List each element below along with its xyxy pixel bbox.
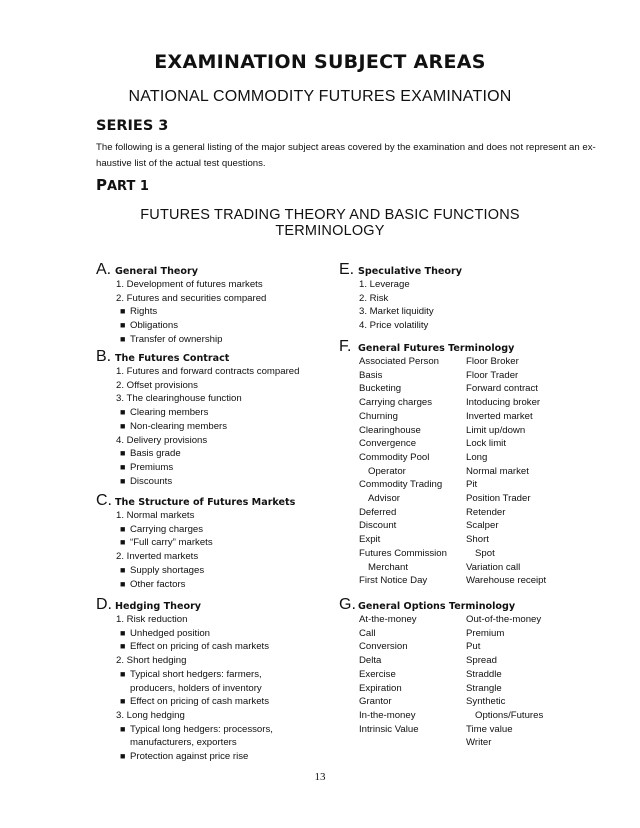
intro-line-1: The following is a general listing of the major subject areas covered by the examination and does not represent an ex- bbox=[96, 142, 596, 153]
list-item: 2. Short hedging bbox=[116, 655, 187, 667]
section-heading: General Theory bbox=[115, 266, 199, 277]
term-item: Synthetic bbox=[466, 696, 506, 708]
part-initial: P bbox=[96, 176, 107, 194]
term-item: Position Trader bbox=[466, 493, 531, 505]
term-item: Expit bbox=[359, 534, 381, 546]
bullet-icon: ■ bbox=[120, 461, 126, 472]
section-letter: E. bbox=[339, 261, 355, 278]
term-item: Normal market bbox=[466, 465, 529, 477]
list-item: 1. Leverage bbox=[359, 279, 410, 290]
term-item: Lock limit bbox=[466, 438, 506, 450]
section-c bbox=[96, 493, 295, 591]
list-item: 1. Risk reduction bbox=[116, 614, 188, 625]
bullet-item: ■ Premiums bbox=[120, 461, 174, 473]
section-title bbox=[100, 207, 560, 239]
section-letter: G. bbox=[339, 596, 356, 613]
series-heading: SERIES 3 bbox=[96, 118, 169, 134]
intro-paragraph bbox=[96, 140, 596, 172]
term-item: Exercise bbox=[359, 668, 396, 680]
bullet-item: ■ Discounts bbox=[120, 475, 173, 487]
list-item: 3. Market liquidity bbox=[359, 306, 434, 318]
bullet-item: ■ Non-clearing members bbox=[120, 420, 228, 432]
term-item: In-the-money bbox=[359, 709, 416, 721]
term-item: Floor Broker bbox=[466, 356, 519, 367]
section-f bbox=[339, 339, 546, 588]
bullet-icon: ■ bbox=[120, 627, 126, 638]
list-item: 2. Risk bbox=[359, 292, 389, 304]
term-item: Time value bbox=[466, 723, 513, 735]
bullet-item: ■ Supply shortages bbox=[120, 564, 205, 576]
terms-left-column bbox=[339, 613, 466, 750]
bullet-item: ■ Basis grade bbox=[120, 448, 181, 460]
term-item: Retender bbox=[466, 506, 506, 518]
terms-table bbox=[339, 355, 546, 588]
bullet-icon: ■ bbox=[120, 564, 126, 575]
section-b bbox=[96, 349, 299, 488]
section-heading: General Options Terminology bbox=[358, 601, 516, 612]
term-item: Variation call bbox=[466, 561, 521, 573]
term-item: Expiration bbox=[359, 682, 402, 694]
term-item: Spread bbox=[466, 655, 497, 667]
bullet-item: ■ Obligations bbox=[120, 320, 178, 332]
term-item: Short bbox=[466, 534, 489, 546]
section-title-line-1: FUTURES TRADING THEORY AND BASIC FUNCTIONS bbox=[140, 207, 520, 223]
term-item: Scalper bbox=[466, 520, 499, 532]
bullet-item: ■ Typical short hedgers: farmers, bbox=[120, 668, 262, 680]
section-letter: B. bbox=[96, 348, 112, 365]
section-letter: D. bbox=[96, 596, 112, 613]
term-item: Long bbox=[466, 451, 488, 463]
terms-left-column bbox=[339, 355, 466, 588]
bullet-icon: ■ bbox=[120, 420, 126, 431]
term-item: Floor Trader bbox=[466, 369, 519, 381]
term-item: Clearinghouse bbox=[359, 424, 421, 436]
bullet-icon: ■ bbox=[120, 751, 126, 762]
list-item: 1. Development of futures markets bbox=[116, 279, 263, 290]
bullet-icon: ■ bbox=[120, 407, 126, 418]
page-number: 13 bbox=[314, 771, 326, 783]
page-title: EXAMINATION SUBJECT AREAS bbox=[154, 51, 486, 73]
section-letter: C. bbox=[96, 492, 112, 509]
term-item: Bucketing bbox=[359, 383, 402, 395]
section-letter: A. bbox=[96, 261, 112, 278]
term-item: Pit bbox=[466, 479, 478, 491]
list-item: 1. Normal markets bbox=[116, 510, 195, 521]
terms-right-column bbox=[466, 613, 543, 750]
term-item: Conversion bbox=[359, 641, 408, 653]
section-heading: The Futures Contract bbox=[115, 353, 230, 364]
bullet-item: ■ Unhedged position bbox=[120, 627, 211, 639]
term-item: At-the-money bbox=[359, 614, 417, 625]
term-item: Merchant bbox=[368, 561, 408, 573]
term-item: Grantor bbox=[359, 696, 392, 708]
term-item: Out-of-the-money bbox=[466, 614, 542, 625]
term-item: Spot bbox=[475, 547, 495, 559]
list-item: 1. Futures and forward contracts compared bbox=[116, 366, 300, 377]
list-item: 2. Inverted markets bbox=[116, 551, 199, 563]
bullet-item: ■ Effect on pricing of cash markets bbox=[120, 641, 269, 653]
bullet-item: ■ “Full carry” markets bbox=[120, 537, 213, 549]
term-item: Commodity Trading bbox=[359, 479, 443, 491]
term-item: Intrinsic Value bbox=[359, 723, 419, 735]
term-item: Advisor bbox=[368, 493, 400, 505]
term-item: Inverted market bbox=[466, 410, 533, 422]
term-item: Basis bbox=[359, 369, 383, 381]
bullet-icon: ■ bbox=[120, 475, 126, 486]
bullet-icon: ■ bbox=[120, 641, 126, 652]
bullet-item: ■ Rights bbox=[120, 306, 158, 318]
bullet-icon: ■ bbox=[120, 537, 126, 548]
bullet-icon: ■ bbox=[120, 448, 126, 459]
section-heading: General Futures Terminology bbox=[358, 343, 515, 354]
bullet-icon: ■ bbox=[120, 723, 126, 734]
term-item: Put bbox=[466, 641, 481, 653]
bullet-icon: ■ bbox=[120, 306, 126, 317]
bullet-icon: ■ bbox=[120, 320, 126, 331]
term-item: Premium bbox=[466, 627, 505, 639]
term-item: Convergence bbox=[359, 438, 417, 450]
section-d bbox=[96, 597, 273, 764]
list-item: 4. Price volatility bbox=[359, 320, 429, 332]
bullet-icon: ■ bbox=[120, 578, 126, 589]
list-item: 3. Long hedging bbox=[116, 709, 185, 721]
bullet-item: ■ Other factors bbox=[120, 578, 186, 590]
list-item: 3. The clearinghouse function bbox=[116, 393, 242, 405]
term-item: Strangle bbox=[466, 682, 502, 694]
list-item: 2. Futures and securities compared bbox=[116, 292, 267, 304]
term-item: Churning bbox=[359, 410, 398, 422]
list-item: 2. Offset provisions bbox=[116, 379, 198, 391]
term-item: Straddle bbox=[466, 668, 502, 680]
term-item: Operator bbox=[368, 465, 406, 477]
terms-right-column bbox=[466, 355, 546, 588]
bullet-item: ■ Clearing members bbox=[120, 407, 209, 419]
bullet-item-continued: manufacturers, exporters bbox=[130, 737, 237, 749]
section-title-line-2: TERMINOLOGY bbox=[275, 223, 385, 239]
bullet-icon: ■ bbox=[120, 668, 126, 679]
bullet-item: ■ Protection against price rise bbox=[120, 751, 249, 763]
section-a bbox=[96, 262, 266, 347]
section-g bbox=[339, 597, 543, 750]
intro-line-2: haustive list of the actual test questions. bbox=[96, 158, 266, 169]
bullet-icon: ■ bbox=[120, 523, 126, 534]
term-item: Call bbox=[359, 627, 376, 639]
section-heading: The Structure of Futures Markets bbox=[115, 497, 296, 508]
term-item: Intoducing broker bbox=[466, 397, 541, 409]
term-item: Commodity Pool bbox=[359, 451, 430, 463]
term-item: Deferred bbox=[359, 506, 397, 518]
term-item: First Notice Day bbox=[359, 575, 428, 587]
exam-subtitle: NATIONAL COMMODITY FUTURES EXAMINATION bbox=[128, 88, 512, 105]
term-item: Forward contract bbox=[466, 383, 538, 395]
term-item: Warehouse receipt bbox=[466, 575, 547, 587]
section-e bbox=[339, 262, 462, 333]
term-item: Discount bbox=[359, 520, 397, 532]
section-letter: F. bbox=[339, 338, 352, 355]
term-item: Associated Person bbox=[359, 356, 439, 367]
term-item: Writer bbox=[466, 737, 492, 749]
bullet-item: ■ Effect on pricing of cash markets bbox=[120, 696, 269, 708]
section-heading: Speculative Theory bbox=[358, 266, 462, 277]
bullet-item: ■ Typical long hedgers: processors, bbox=[120, 723, 273, 735]
part-rest: ART 1 bbox=[107, 179, 149, 194]
term-item: Limit up/down bbox=[466, 424, 526, 436]
term-item: Futures Commission bbox=[359, 547, 447, 559]
section-heading: Hedging Theory bbox=[115, 601, 202, 612]
term-item: Carrying charges bbox=[359, 397, 433, 409]
bullet-item: ■ Transfer of ownership bbox=[120, 333, 223, 345]
part-heading bbox=[96, 176, 149, 194]
bullet-item-continued: producers, holders of inventory bbox=[130, 682, 262, 694]
bullet-icon: ■ bbox=[120, 696, 126, 707]
term-item: Options/Futures bbox=[475, 709, 544, 721]
term-item: Delta bbox=[359, 655, 382, 667]
bullet-item: ■ Carrying charges bbox=[120, 523, 204, 535]
bullet-icon: ■ bbox=[120, 333, 126, 344]
terms-table bbox=[339, 613, 543, 750]
list-item: 4. Delivery provisions bbox=[116, 434, 208, 446]
